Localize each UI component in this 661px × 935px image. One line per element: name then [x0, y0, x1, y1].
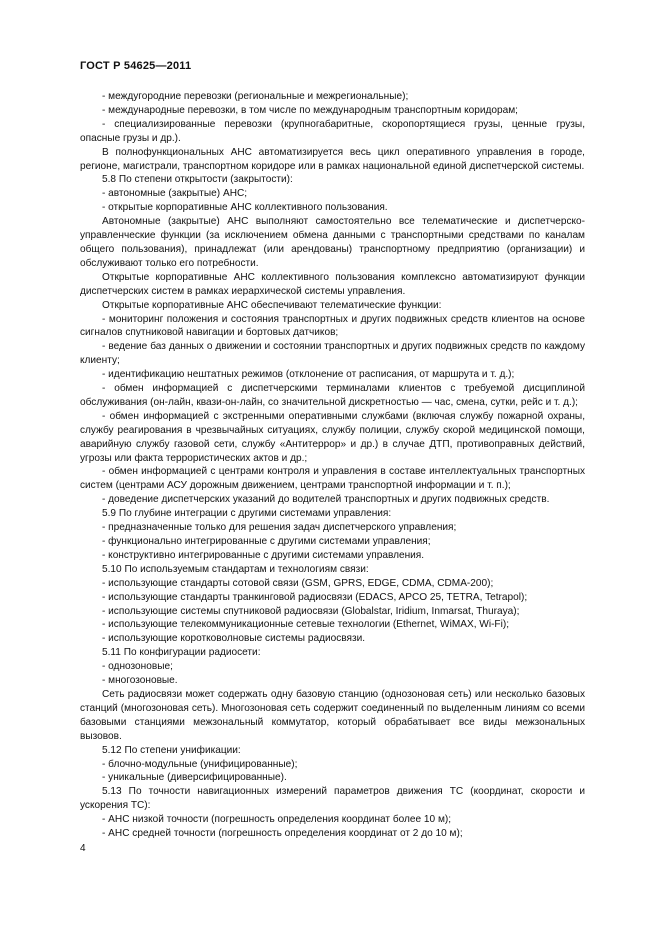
paragraph: - специализированные перевозки (крупногабаритные, скоропортящиеся грузы, ценные грузы, опасные грузы и др.).	[80, 118, 585, 144]
paragraph: 5.9 По глубине интеграции с другими системами управления:	[102, 508, 392, 520]
paragraph: - использующие телекоммуникационные сетевые технологии (Ethernet, WiMAX, Wi-Fi);	[102, 619, 510, 631]
document-body	[80, 90, 585, 841]
paragraph: - идентификацию нештатных режимов (отклонение от расписания, от маршрута и т. д.);	[102, 369, 515, 381]
paragraph: - обмен информацией с диспетчерскими терминалами клиентов с требуемой дисциплиной обслуживания (он-лайн, квази-он-лайн, со значительной дискретностью — час, смена, сутки, рейс и т. д.);	[80, 383, 585, 408]
paragraph: - доведение диспетчерских указаний до водителей транспортных и других подвижных средств.	[102, 494, 550, 506]
paragraph: - междугородние перевозки (региональные и межрегиональные);	[102, 91, 409, 102]
paragraph: Автономные (закрытые) АНС выполняют самостоятельно все телематические и диспетчерско-управленческие функции (за исключением обмена данными с транспортными средствами по каналам общего пользования), принадлежат (или арендованы) транспортному предприятию (организации) и обслуживают только его потребности.	[80, 216, 585, 269]
paragraph: - многозоновые.	[102, 675, 178, 687]
paragraph: 5.8 По степени открытости (закрытости):	[102, 174, 293, 186]
paragraph: - открытые корпоративные АНС коллективного пользования.	[102, 202, 388, 214]
paragraph: - мониторинг положения и состояния транспортных и других подвижных средств клиентов на основе сигналов спутниковой навигации и бортовых датчиков;	[80, 313, 585, 339]
document-header: ГОСТ Р 54625—2011	[80, 60, 192, 72]
paragraph: - блочно-модульные (унифицированные);	[102, 758, 298, 770]
paragraph: - использующие коротковолновые системы радиосвязи.	[102, 633, 366, 645]
paragraph: - конструктивно интегрированные с другими системами управления.	[102, 549, 425, 561]
paragraph: - предназначенные только для решения задач диспетчерского управления;	[102, 522, 457, 534]
paragraph: - уникальные (диверсифицированные).	[102, 772, 287, 784]
paragraph: - использующие стандарты транкинговой радиосвязи (EDACS, APCO 25, TETRA, Tetrapol);	[102, 591, 528, 603]
paragraph: - АНС средней точности (погрешность определения координат от 2 до 10 м);	[102, 828, 463, 840]
paragraph: - использующие стандарты сотовой связи (GSM, GPRS, EDGE, CDMA, CDMA-200);	[102, 577, 494, 589]
paragraph: - использующие системы спутниковой радиосвязи (Globalstar, Iridium, Inmarsat, Thuraya);	[102, 605, 520, 617]
paragraph: В полнофункциональных АНС автоматизируется весь цикл оперативного управления в городе, регионе, магистрали, транспортном коридоре или в рамках национальной единой диспетчерской системы.	[80, 146, 585, 172]
paragraph: - ведение баз данных о движении и состоянии транспортных и других подвижных средств по каждому клиенту;	[80, 341, 585, 367]
paragraph: - обмен информацией с центрами контроля и управления в составе интеллектуальных транспортных систем (центрами АСУ дорожным движением, центрами транспортной информации и т. п.);	[80, 466, 585, 492]
page-number: 4	[80, 843, 86, 854]
paragraph: - АНС низкой точности (погрешность определения координат более 10 м);	[102, 814, 452, 826]
paragraph: 5.12 По степени унификации:	[102, 744, 241, 756]
paragraph: 5.10 По используемым стандартам и технологиям связи:	[102, 563, 369, 575]
paragraph: 5.13 По точности навигационных измерений параметров движения ТС (координат, скорости и ускорения ТС):	[80, 786, 585, 812]
paragraph: Открытые корпоративные АНС обеспечивают телематические функции:	[102, 299, 442, 311]
paragraph: - функционально интегрированные с другими системами управления;	[102, 536, 431, 547]
paragraph: Сеть радиосвязи может содержать одну базовую станцию (однозоновая сеть) или несколько базовых станций (многозоновая сеть). Многозоновая сеть содержит соединенный по выделенным линиям со всеми базовыми станциями межзональный коммутатор, который обрабатывает все виды межзональных вызовов.	[80, 688, 585, 742]
paragraph: - международные перевозки, в том числе по международным транспортным коридорам;	[102, 104, 518, 116]
paragraph: - обмен информацией с экстренными оперативными службами (включая службу пожарной охраны, службу реагирования в чрезвычайных ситуациях, службу полиции, службу скорой медицинской помощи, аварийную службу газовой сети, службу «Антитеррор» и др.) в случае ДТП, противоправных действий, угрозы или факта террористических актов и др.;	[80, 410, 585, 464]
paragraph: - автономные (закрытые) АНС;	[102, 188, 248, 200]
paragraph: - однозоновые;	[102, 661, 173, 673]
paragraph: Открытые корпоративные АНС коллективного пользования комплексно автоматизируют функции диспетчерских систем в рамках иерархической системы управления.	[80, 271, 585, 297]
paragraph: 5.11 По конфигурации радиосети:	[102, 647, 261, 659]
